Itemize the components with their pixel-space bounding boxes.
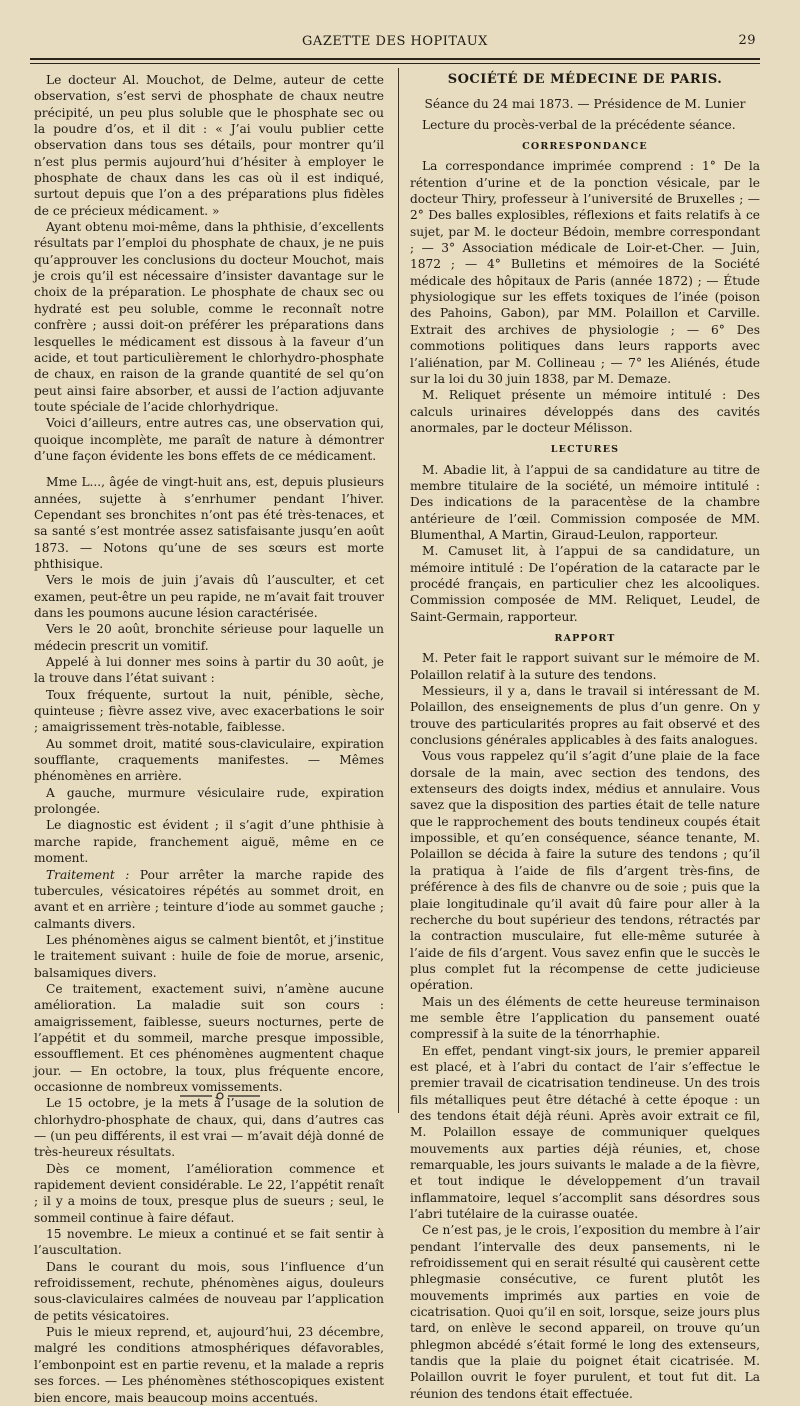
- column-divider: [398, 68, 399, 1113]
- paragraph: Toux fréquente, surtout la nuit, pénible, sèche, quinteuse ; fièvre assez vive, avec exacerbations le soir ; amaigrissement très-notable, faiblesse.: [34, 687, 384, 735]
- paragraph: Vers le mois de juin j’avais dû l’ausculter, et cet examen, peut-être un peu rapide, ne m’avait fait trouver dans les poumons aucune lésion caractérisée.: [34, 573, 384, 620]
- paragraph: Le docteur Al. Mouchot, de Delme, auteur de cette observation, s’est servi de phosphate de chaux neutre précipité, un peu plus soluble que le phosphate sec ou la poudre d’os, et il dit : « J’ai voulu publier cette observation dans tous ses détails, pour montrer qu’il n’est plus permis aujourd’hui d’hésiter à employer le phosphate de chaux dans les cas où il est indiqué, surtout depuis que l’on a des préparations plus fidèles de ce précieux médicament. »: [34, 73, 384, 218]
- paragraph: M. Camuset lit, à l’appui de sa candidature, un mémoire intitulé : De l’opération de la cataracte par le procédé français, en particulier chez les alcooliques. Commission composée de MM. Reliquet, Leudel, de Saint-Germain, rapporteur.: [410, 544, 760, 624]
- paragraph: M. Peter fait le rapport suivant sur le mémoire de M. Polaillon relatif à la suture des tendons.: [410, 651, 760, 682]
- ornament-divider: [180, 1089, 260, 1103]
- journal-title: GAZETTE DES HOPITAUX: [302, 33, 488, 49]
- paragraph: M. Reliquet présente un mémoire intitulé : Des calculs urinaires développés dans des cavités anormales, par le docteur Mélisson.: [410, 388, 760, 435]
- left-column: [34, 72, 384, 1406]
- page-number: 29: [738, 33, 756, 48]
- treatment-label: Traitement :: [46, 867, 130, 882]
- paragraph: Ce n’est pas, je le crois, l’exposition du membre à l’air pendant l’intervalle des deux pansements, ni le refroidissement qui en serait résulté qui causèrent cette phlegmasie consécutive, ce furent plutôt les mouvements imprimés aux parties en voie de cicatrisation. Quoi qu’il en soit, lorsque, seize jours plus tard, on enlève le second appareil, on trouve qu’un phlegmon abcédé s’était formé le long des extenseurs, tandis que la plaie du poignet était cicatrisée. M. Polaillon ouvrit le foyer purulent, et tout fut dit. La réunion des tendons était effectuée.: [410, 1223, 760, 1401]
- paragraph: Vers le 20 août, bronchite sérieuse pour laquelle un médecin prescrit un vomitif.: [34, 622, 384, 653]
- right-column: [410, 72, 760, 1402]
- paragraph: M. Abadie lit, à l’appui de sa candidature au titre de membre titulaire de la société, un mémoire intitulé : Des indications de la paracentèse de la chambre antérieure de l’œil. Commission composée de MM. Blumenthal, A Martin, Giraud-Leulon, rapporteur.: [410, 462, 760, 542]
- paragraph: Dès ce moment, l’amélioration commence et rapidement devient considérable. Le 22, l’appétit renaît ; il y a moins de toux, presque plus de sueurs ; seul, le sommeil continue à faire défaut.: [34, 1161, 384, 1225]
- paragraph: Appelé à lui donner mes soins à partir du 30 août, je la trouve dans l’état suivant :: [34, 655, 384, 686]
- paragraph: Puis le mieux reprend, et, aujourd’hui, 23 décembre, malgré les conditions atmosphériques défavorables, l’embonpoint est en partie revenu, et la malade a repris ses forces. — Les phénomènes stéthoscopiques existent bien encore, mais beaucoup moins accentués.: [34, 1325, 384, 1405]
- paragraph: Vous vous rappelez qu’il s’agit d’une plaie de la face dorsale de la main, avec section des tendons, des extenseurs des doigts index, médius et annulaire. Vous savez que la disposition des parties était de telle nature que le rapprochement des bouts tendineux coupés était impossible, et qu’en conséquence, séance tenante, M. Polaillon se décida à faire la suture des tendons ; qu’il la pratiqua à l’aide de fils d’argent très-fins, de préférence à des fils de chanvre ou de soie ; puis que la plaie longitudinale qu’il avait dû faire pour aller à la recherche du bout supérieur des tendons, rétractés par la contraction musculaire, fut elle-même suturée à l’aide de fils d’argent. Vous savez enfin que le succès le plus complet fut la récompense de cette judicieuse opération.: [410, 749, 760, 993]
- session-line: Séance du 24 mai 1873. — Présidence de M. Lunier: [424, 97, 746, 112]
- heading-lectures: LECTURES: [550, 444, 620, 456]
- heading-correspondance: CORRESPONDANCE: [522, 141, 648, 153]
- heading-rapport: RAPPORT: [554, 633, 616, 644]
- paragraph: Voici d’ailleurs, entre autres cas, une observation qui, quoique incomplète, me paraît de nature à démontrer d’une façon évidente les bons effets de ce médicament.: [34, 416, 384, 463]
- header-rule: [30, 58, 760, 64]
- paragraph: En effet, pendant vingt-six jours, le premier appareil est placé, et à l’abri du contact de l’air s’effectue le premier travail de cicatrisation tendineuse. Un des trois fils métalliques peut être détaché à cette époque : un des tendons était déjà réuni. Après avoir extrait ce fil, M. Polaillon essaye de communiquer quelques mouvements aux parties déjà réunies, et, chose remarquable, les jours suivants le malade a de la fièvre, et tout indique le développement d’un travail inflammatoire, lequel s’accomplit sans désordres sous l’abri tutélaire de la cuirasse ouatée.: [410, 1043, 760, 1222]
- page-header: [20, 30, 770, 52]
- paragraph: Au sommet droit, matité sous-claviculaire, expiration soufflante, craquements manifestes. — Mêmes phénomènes en arrière.: [34, 736, 384, 784]
- paragraph: Dans le courant du mois, sous l’influence d’un refroidissement, rechute, phénomènes aigus, douleurs sous-claviculaires calmées de nouveau par l’application de petits vésicatoires.: [34, 1259, 384, 1323]
- paragraph: Messieurs, il y a, dans le travail si intéressant de M. Polaillon, des enseignements de plus d’un genre. On y trouve des particularités propres au fait observé et des conclusions générales applicables à des faits analogues.: [410, 684, 760, 748]
- treatment-text: Pour arrêter la marche rapide des tubercules, vésicatoires répétés au sommet droit, en avant et en arrière ; teinture d’iode au sommet gauche ; calmants divers.: [34, 867, 384, 931]
- paragraph: Mais un des éléments de cette heureuse terminaison me semble être l’application du pansement ouaté compressif à la suite de la ténorrhaphie.: [410, 994, 760, 1042]
- paragraph: Le diagnostic est évident ; il s’agit d’une phthisie à marche rapide, franchement aiguë, même en ce moment.: [34, 818, 384, 866]
- paragraph: A gauche, murmure vésiculaire rude, expiration prolongée.: [34, 785, 384, 817]
- paragraph: Ce traitement, exactement suivi, n’amène aucune amélioration. La maladie suit son cours : amaigrissement, faiblesse, sueurs nocturnes, perte de l’appétit et du sommeil, marche presque impossible, essoufflement. Et ces phénomènes augmentent chaque jour. — En octobre, la toux, plus fréquente encore, occasionne de nombreux vomissements.: [34, 981, 384, 1094]
- paragraph: Lecture du procès-verbal de la précédente séance.: [422, 117, 736, 132]
- paragraph: Les phénomènes aigus se calment bientôt, et j’institue le traitement suivant : huile de foie de morue, arsenic, balsamiques divers.: [34, 932, 384, 980]
- paragraph: La correspondance imprimée comprend : 1° De la rétention d’urine et de la ponction vésicale, par le docteur Thiry, professeur à l’université de Bruxelles ; — 2° Des balles explosibles, réflexions et faits relatifs à ce sujet, par M. le docteur Bédoin, membre correspondant ; — 3° Association médicale de Loir-et-Cher. — Juin, 1872 ; — 4° Bulletins et mémoires de la Société médicale des hôpitaux de Paris (année 1872) ; — Étude physiologique sur les effets toxiques de l’inée (poison des Pahoins, Gabon), par MM. Polaillon et Carville. Extrait des archives de physiologie ; — 6° Des commotions politiques dans leurs rapports avec l’aliénation, par M. Collineau ; — 7° les Aliénés, étude sur la loi du 30 juin 1838, par M. Demaze.: [410, 159, 760, 386]
- paragraph: 15 novembre. Le mieux a continué et se fait sentir à l’auscultation.: [34, 1227, 384, 1258]
- paragraph: Le 15 octobre, je la mets à l’usage de la solution de chlorhydro-phosphate de chaux, qui, dans d’autres cas — (un peu différents, il est vrai — m’avait déjà donné de très-heureux résultats.: [34, 1096, 384, 1160]
- paragraph: [34, 867, 384, 932]
- paragraph: Mme L..., âgée de vingt-huit ans, est, depuis plusieurs années, sujette à s’enrhumer pendant l’hiver. Cependant ses bronchites n’ont pas été très-tenaces, et sa santé s’est montrée assez satisfaisante jusqu’en août 1873. — Notons qu’une de ses sœurs est morte phthisique.: [34, 475, 384, 571]
- paragraph: Ayant obtenu moi-même, dans la phthisie, d’excellents résultats par l’emploi du phosphate de chaux, je ne puis qu’approuver les conclusions du docteur Mouchot, mais je crois qu’il est nécessaire d’insister davantage sur le choix de la préparation. Le phosphate de chaux sec ou hydraté est peu soluble, comme le reconnaît notre confrère ; aussi doit-on préférer les préparations dans lesquelles le médicament est dissous à la faveur d’un acide, et tout particulièrement le chlorhydro-phosphate de chaux, en raison de la grande quantité de sel qu’on peut ainsi faire absorber, et aussi de l’action adjuvante toute spéciale de l’acide chlorhydrique.: [34, 220, 384, 414]
- section-title: SOCIÉTÉ DE MÉDECINE DE PARIS.: [447, 72, 723, 87]
